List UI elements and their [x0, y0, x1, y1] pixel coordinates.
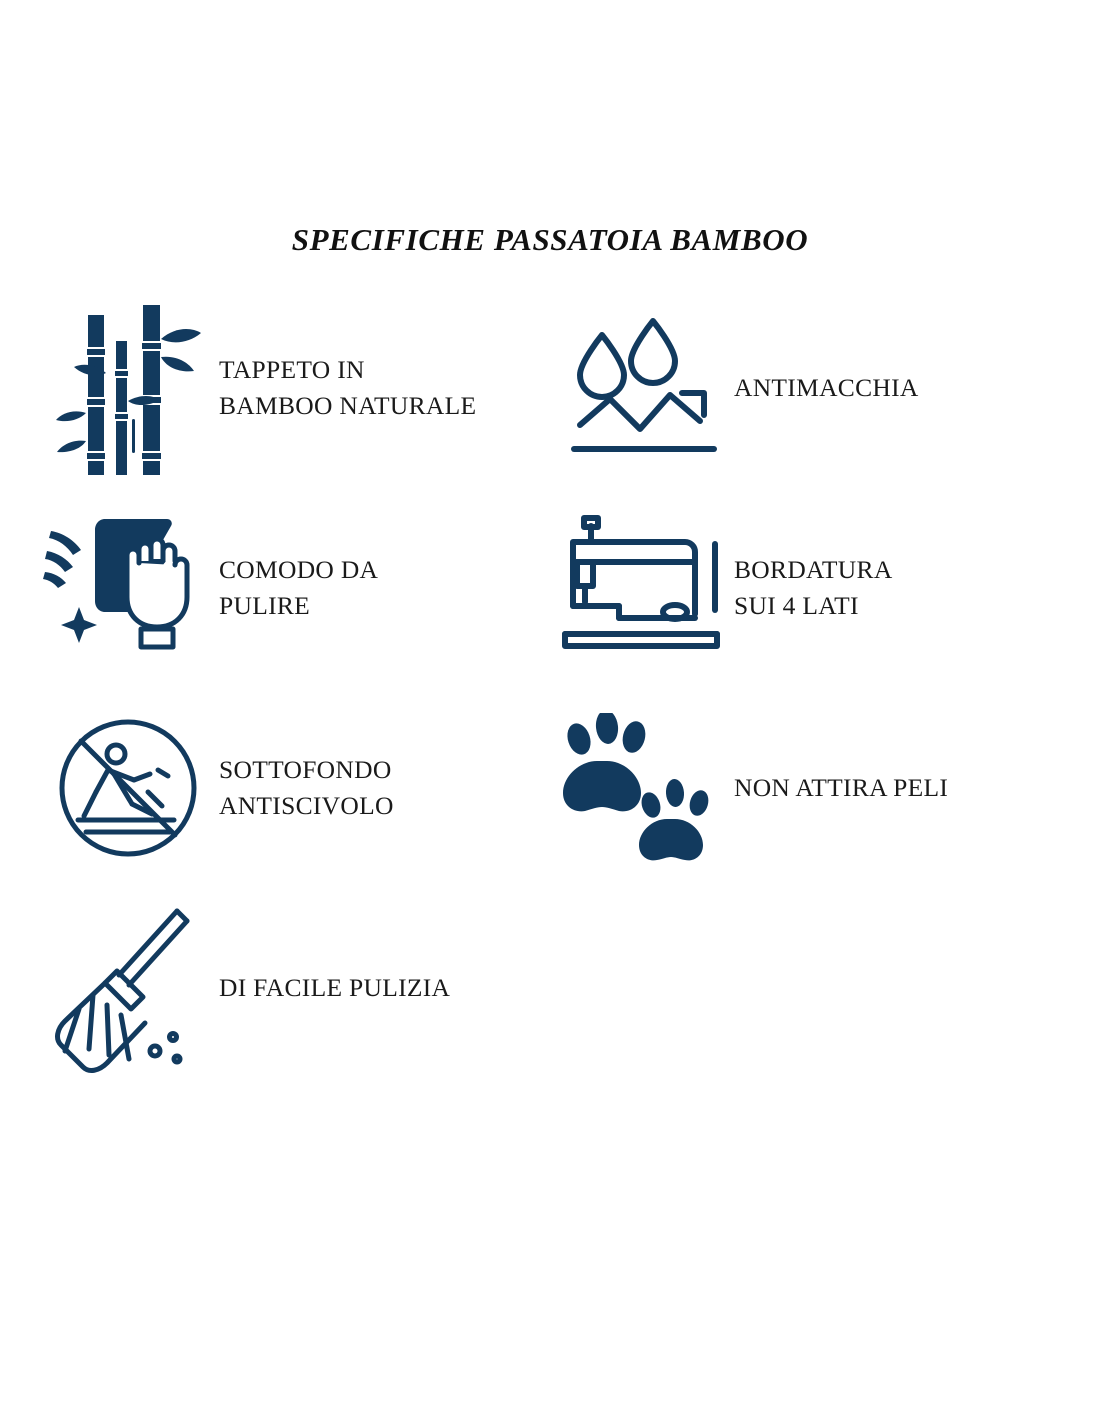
feature-row [40, 498, 1070, 688]
feature-item-antiscivolo [40, 698, 555, 878]
feature-label-line1: COMODO DA [219, 554, 379, 584]
feature-label [215, 552, 378, 624]
feature-label-line2: ANTISCIVOLO [219, 791, 394, 820]
feature-item-bamboo [40, 298, 555, 478]
feature-label [215, 970, 450, 1006]
feature-row [40, 698, 1070, 888]
feature-label-line1: SOTTOFONDO [219, 754, 392, 784]
no-slip-icon [40, 698, 215, 878]
feature-label-line2: SUI 4 LATI [734, 591, 859, 620]
water-drops-repel-icon [555, 298, 730, 478]
sewing-machine-icon [555, 498, 730, 678]
feature-label [730, 770, 948, 806]
feature-row [40, 898, 1070, 1088]
feature-item-comodo-da-pulire [40, 498, 555, 678]
feature-label [730, 552, 893, 624]
feature-label [730, 370, 919, 406]
feature-label [215, 352, 476, 424]
feature-label-line1: TAPPETO IN [219, 354, 365, 384]
feature-label-line1: BORDATURA [734, 554, 893, 584]
feature-item-bordatura [555, 498, 1070, 678]
feature-label-line2: BAMBOO NATURALE [219, 391, 477, 420]
feature-item-facile-pulizia [40, 898, 555, 1078]
feature-row [40, 298, 1070, 488]
feature-label-line1: ANTIMACCHIA [734, 372, 919, 402]
feature-label-line2: PULIRE [219, 591, 311, 620]
feature-label [215, 752, 394, 824]
feature-item-non-attira-peli [555, 698, 1070, 878]
feature-grid [40, 298, 1070, 1088]
paw-prints-icon [555, 698, 730, 878]
bamboo-stalks-icon [40, 298, 215, 478]
broom-icon [40, 898, 215, 1078]
feature-label-line1: NON ATTIRA PELI [734, 772, 949, 802]
feature-item-antimacchia [555, 298, 1070, 478]
cleaning-hand-sponge-icon [40, 498, 215, 678]
page-title: SPECIFICHE PASSATOIA BAMBOO [291, 222, 809, 257]
feature-label-line1: DI FACILE PULIZIA [219, 972, 451, 1002]
